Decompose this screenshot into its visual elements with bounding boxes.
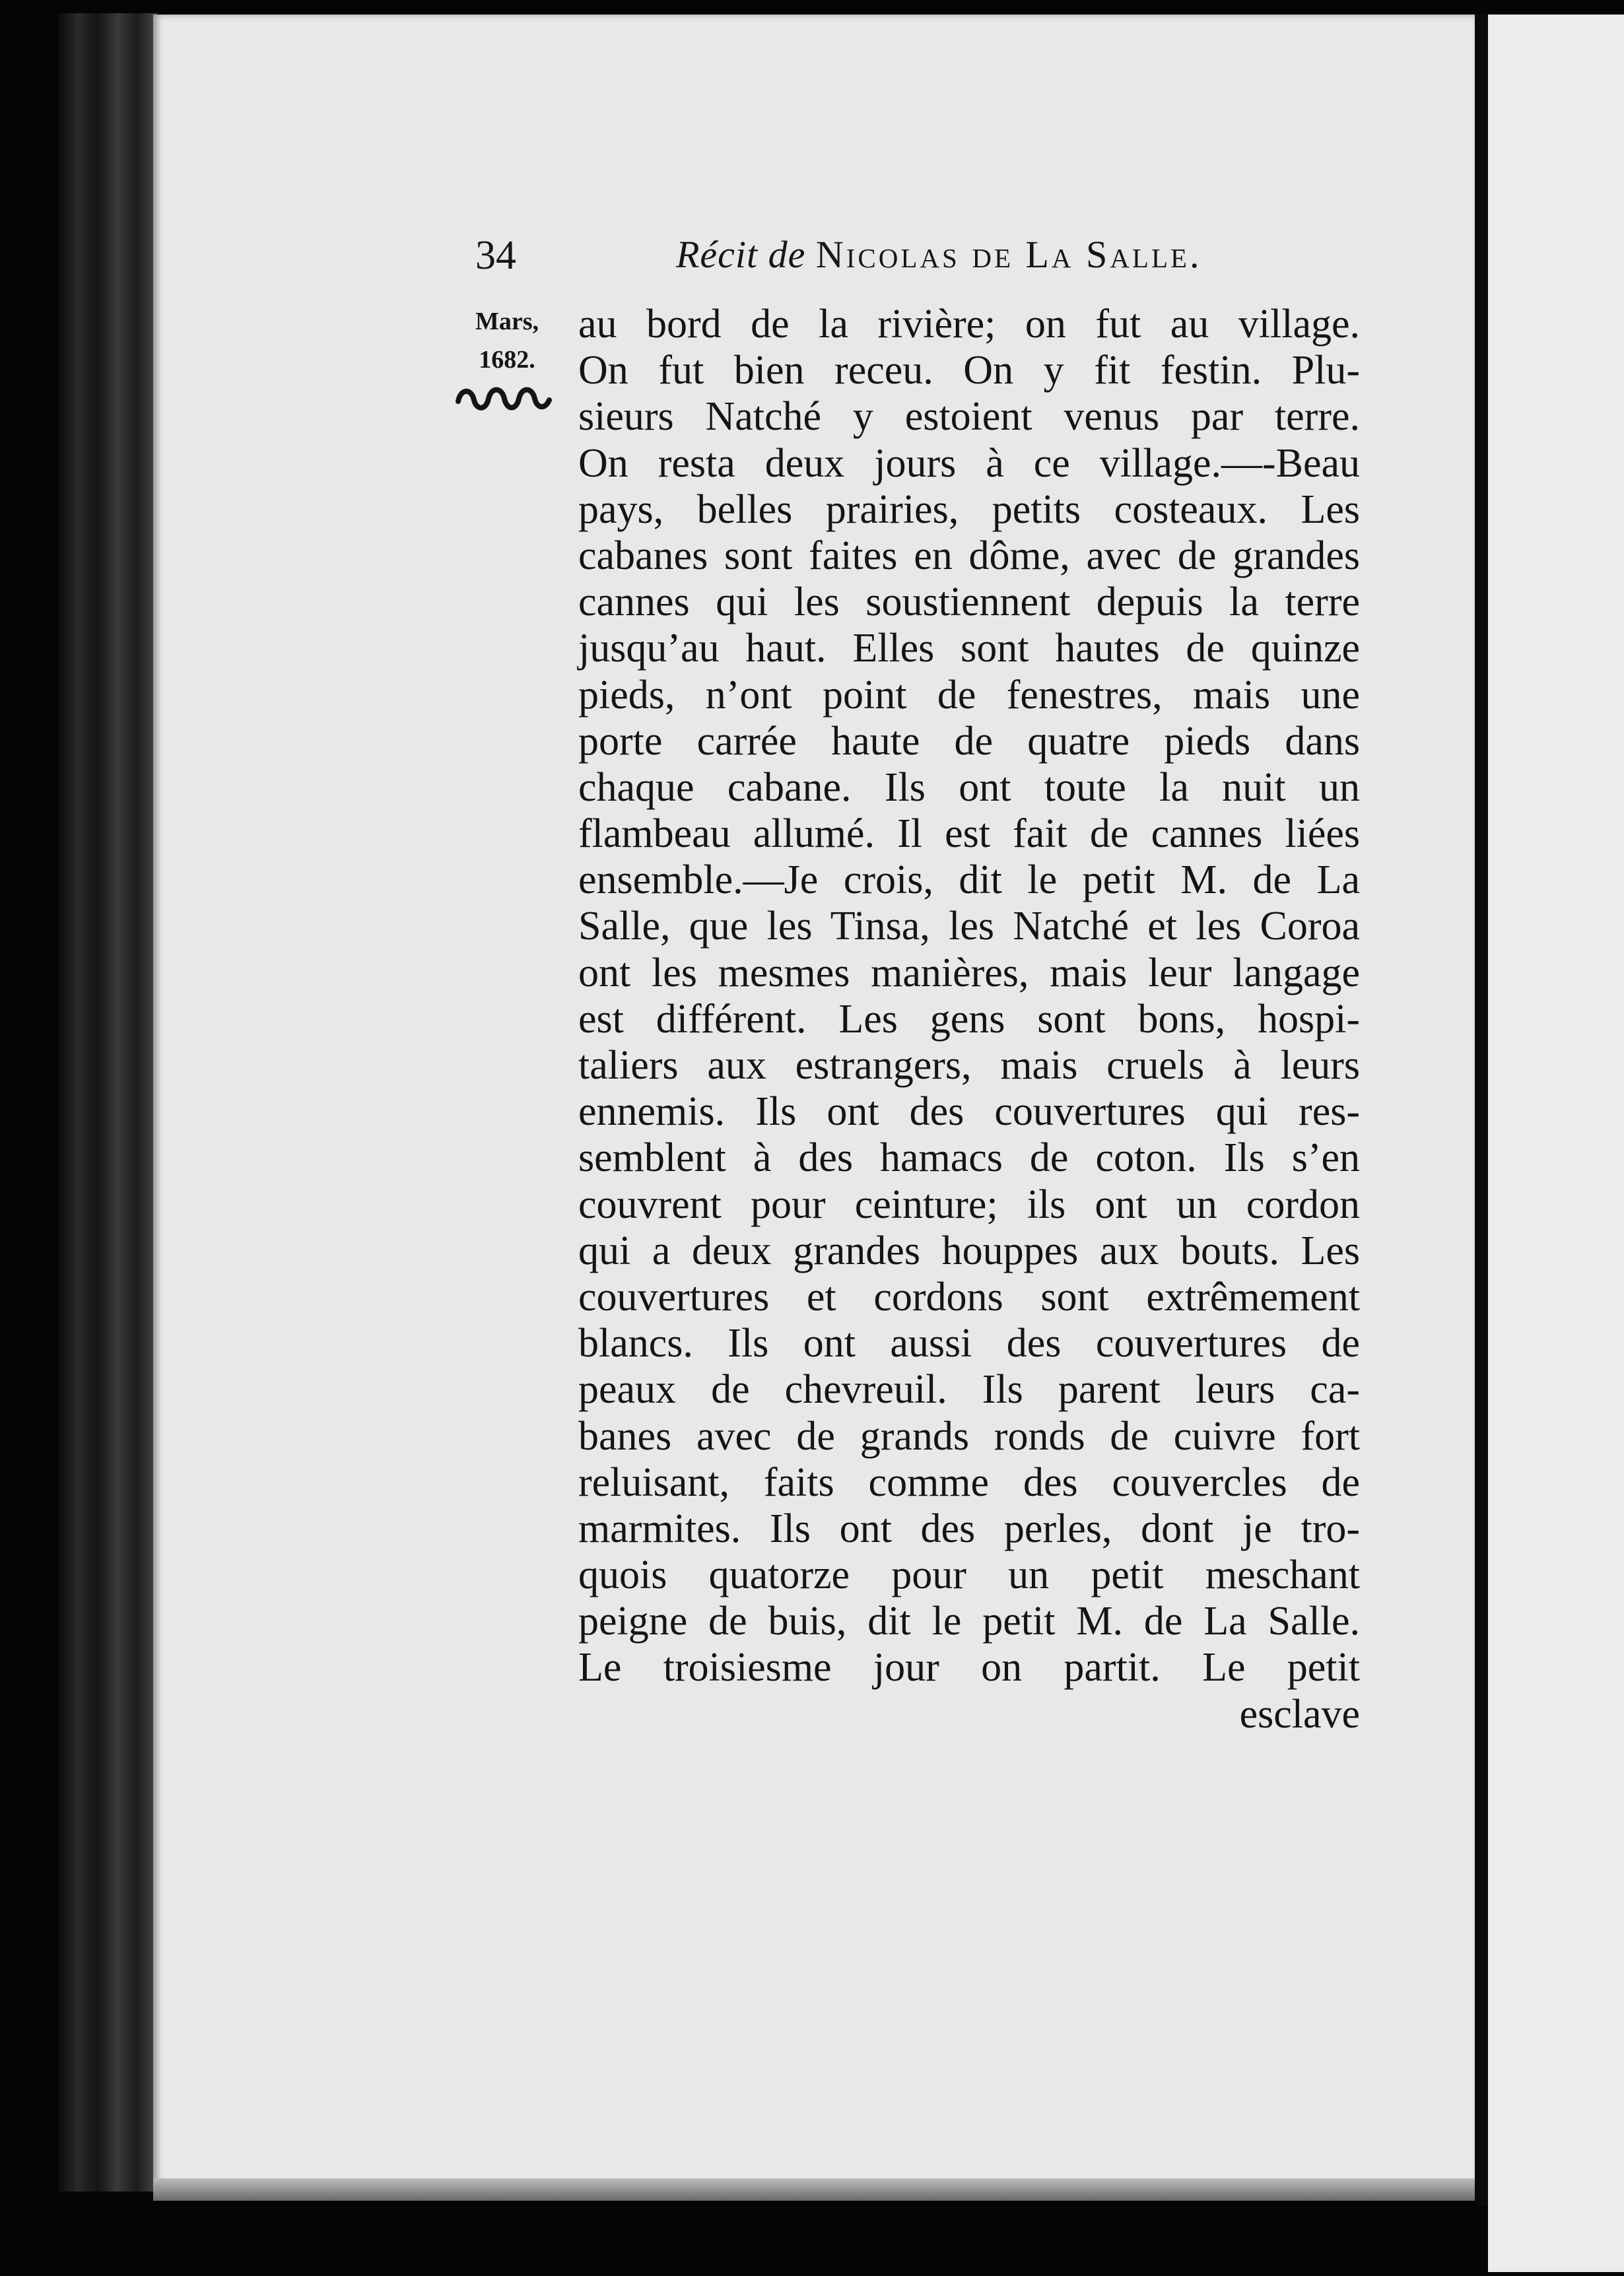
text-line: couvertures et cordons sont extrêmement — [578, 1274, 1360, 1320]
margin-year: 1682. — [479, 346, 535, 374]
text-line: pays, belles prairies, petits costeaux. Les — [578, 486, 1360, 532]
text-line: quois quatorze pour un petit meschant — [578, 1553, 1360, 1598]
text-line: au bord de la rivière; on fut au village. — [578, 302, 1360, 347]
text-line: reluisant, faits comme des couvercles de — [578, 1459, 1360, 1505]
text-line: On fut bien receu. On y fit festin. Plu- — [578, 348, 1360, 393]
text-line: flambeau allumé. Il est fait de cannes liées — [578, 811, 1360, 857]
text-line: Salle, que les Tinsa, les Natché et les Coroa — [578, 904, 1360, 949]
catchword: esclave — [1239, 1691, 1360, 1737]
page-number: 34 — [475, 233, 516, 278]
running-title — [676, 232, 1202, 277]
text-line: blancs. Ils ont aussi des couvertures de — [578, 1321, 1360, 1366]
page-bottom-edge — [153, 2178, 1475, 2201]
text-line: ont les mesmes manières, mais leur langage — [578, 950, 1360, 995]
text-line: cabanes sont faites en dôme, avec de grandes — [578, 533, 1360, 578]
facing-page-edge — [1488, 15, 1624, 2272]
text-line: peigne de buis, dit le petit M. de La Salle. — [578, 1599, 1360, 1644]
text-line: porte carrée haute de quatre pieds dans — [578, 718, 1360, 764]
text-line: sieurs Natché y estoient venus par terre. — [578, 394, 1360, 440]
text-line: peaux de chevreuil. Ils parent leurs ca- — [578, 1367, 1360, 1413]
book-binding-edge — [58, 13, 157, 2192]
running-head — [475, 232, 1360, 292]
text-line: qui a deux grandes houppes aux bouts. Les — [578, 1228, 1360, 1273]
text-line: marmites. Ils ont des perles, dont je tro- — [578, 1506, 1360, 1551]
text-line: est différent. Les gens sont bons, hospi- — [578, 996, 1360, 1042]
text-line: Le troisiesme jour on partit. Le petit — [578, 1645, 1360, 1690]
text-line: cannes qui les soustiennent depuis la terre — [578, 580, 1360, 625]
curly-ornament-icon — [454, 382, 553, 416]
text-line: ennemis. Ils ont des couvertures qui res- — [578, 1089, 1360, 1135]
running-title-italic: Récit de — [676, 233, 806, 276]
margin-date-note — [454, 302, 560, 416]
text-line: couvrent pour ceinture; ils ont un cordon — [578, 1182, 1360, 1227]
text-line: pieds, n’ont point de fenestres, mais une — [578, 672, 1360, 718]
text-line: jusqu’au haut. Elles sont hautes de quinze — [578, 626, 1360, 671]
gutter-shadow — [1475, 15, 1488, 2206]
text-line: taliers aux estrangers, mais cruels à leurs — [578, 1043, 1360, 1088]
body-text — [578, 301, 1360, 1737]
text-line: chaque cabane. Ils ont toute la nuit un — [578, 764, 1360, 810]
text-line: On resta deux jours à ce village.—-Beau — [578, 440, 1360, 486]
margin-month: Mars, — [475, 308, 539, 335]
text-line: banes avec de grands ronds de cuivre fort — [578, 1413, 1360, 1459]
running-title-caps: Nicolas de La Salle. — [815, 233, 1202, 276]
text-line: ensemble.—Je crois, dit le petit M. de La — [578, 857, 1360, 903]
text-line: semblent à des hamacs de coton. Ils s’en — [578, 1135, 1360, 1181]
